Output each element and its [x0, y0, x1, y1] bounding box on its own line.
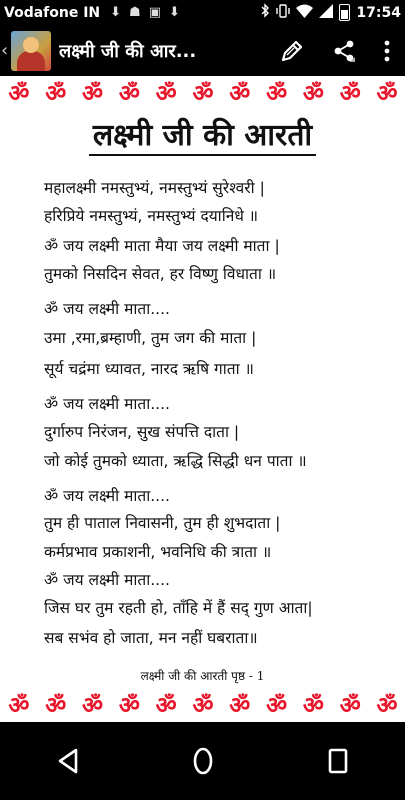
share-icon[interactable]	[331, 38, 357, 64]
om-symbol: ॐ	[192, 693, 213, 719]
om-symbol: ॐ	[339, 81, 360, 107]
verse-line: ॐ जय लक्ष्मी माता....	[44, 571, 170, 589]
verse-line: उमा ,रमा,ब्रम्हाणी, तुम जग की माता |	[44, 329, 257, 347]
wifi-icon	[296, 4, 313, 22]
vibrate-icon	[276, 4, 290, 22]
battery-icon	[339, 4, 350, 21]
verse-line: हरिप्रिये नमस्तुभ्यं, नमस्तुभ्यं दयानिधे ॥	[44, 207, 259, 225]
up-chevron-icon[interactable]: ‹	[1, 40, 9, 61]
verse-line: ॐ जय लक्ष्मी माता मैया जय लक्ष्मी माता |	[44, 237, 280, 255]
page-title: लक्ष्मी जी की आरती	[89, 118, 316, 156]
clock: 17:54	[356, 4, 401, 21]
om-border-top	[0, 76, 405, 108]
om-symbol: ॐ	[8, 81, 29, 107]
om-symbol: ॐ	[118, 693, 139, 719]
om-symbol: ॐ	[266, 81, 287, 107]
verse-line: जिस घर तुम रहती हो, ताँहि में हैं सद् गुण आता|	[44, 599, 313, 617]
om-border-bottom	[0, 688, 405, 720]
status-bar	[0, 0, 405, 25]
system-icons	[261, 3, 401, 22]
verse-line: तुमको निसदिन सेवत, हर विष्णु विधाता ॥	[44, 265, 277, 283]
download-icon: ⬇	[110, 5, 122, 20]
verse-line: ॐ जय लक्ष्मी माता....	[44, 300, 170, 318]
home-icon[interactable]	[192, 746, 214, 776]
om-symbol: ॐ	[376, 693, 397, 719]
app-title: लक्ष्मी जी की आर...	[59, 40, 197, 62]
verse-line: ॐ जय लक्ष्मी माता....	[44, 487, 170, 505]
om-symbol: ॐ	[45, 81, 66, 107]
carrier-name: Vodafone IN	[4, 4, 101, 21]
om-symbol: ॐ	[376, 81, 397, 107]
verse-line: महालक्ष्मी नमस्तुभ्यं, नमस्तुभ्यं सुरेश्वरी |	[44, 179, 265, 197]
om-symbol: ॐ	[339, 693, 360, 719]
om-symbol: ॐ	[229, 693, 250, 719]
recents-icon[interactable]	[327, 747, 349, 775]
edit-icon[interactable]	[279, 38, 305, 64]
om-symbol: ॐ	[302, 81, 323, 107]
verse-line: तुम ही पाताल निवासनी, तुम ही शुभदाता |	[44, 514, 281, 532]
om-symbol: ॐ	[155, 693, 176, 719]
app-bar	[0, 25, 405, 76]
verse-line: जो कोई तुमको ध्याता, ऋद्धि सिद्धी धन पाता ॥	[44, 452, 307, 470]
om-symbol: ॐ	[192, 81, 213, 107]
om-symbol: ॐ	[118, 81, 139, 107]
image-icon: ▣	[148, 5, 161, 20]
om-symbol: ॐ	[45, 693, 66, 719]
overflow-menu-icon[interactable]	[383, 40, 391, 62]
signal-icon	[319, 4, 333, 22]
om-symbol: ॐ	[266, 693, 287, 719]
app-logo[interactable]	[11, 31, 51, 71]
verse-line: कर्मप्रभाव प्रकाशनी, भवनिधि की त्राता ॥	[44, 543, 272, 561]
om-symbol: ॐ	[229, 81, 250, 107]
om-symbol: ॐ	[155, 81, 176, 107]
om-symbol: ॐ	[8, 693, 29, 719]
navigation-bar	[0, 722, 405, 800]
android-icon: ☗	[129, 5, 141, 20]
om-symbol: ॐ	[302, 693, 323, 719]
om-symbol: ॐ	[82, 693, 103, 719]
om-symbol: ॐ	[82, 81, 103, 107]
page-title-wrap	[0, 113, 405, 154]
verse-line: दुर्गारुप निरंजन, सुख संपत्ति दाता |	[44, 423, 240, 441]
notification-icons	[110, 5, 180, 20]
download-icon: ⬇	[169, 5, 180, 20]
back-icon[interactable]	[56, 747, 80, 775]
verse-line: सब सभंव हो जाता, मन नहीं घबराता॥	[44, 629, 258, 647]
verse-line: सूर्य चद्रंमा ध्यावत, नारद ऋषि गाता ॥	[44, 360, 254, 378]
verse-line: ॐ जय लक्ष्मी माता....	[44, 395, 170, 413]
bluetooth-icon	[261, 3, 270, 22]
page-footer: लक्ष्मी जी की आरती पृष्ठ - 1	[140, 669, 265, 683]
